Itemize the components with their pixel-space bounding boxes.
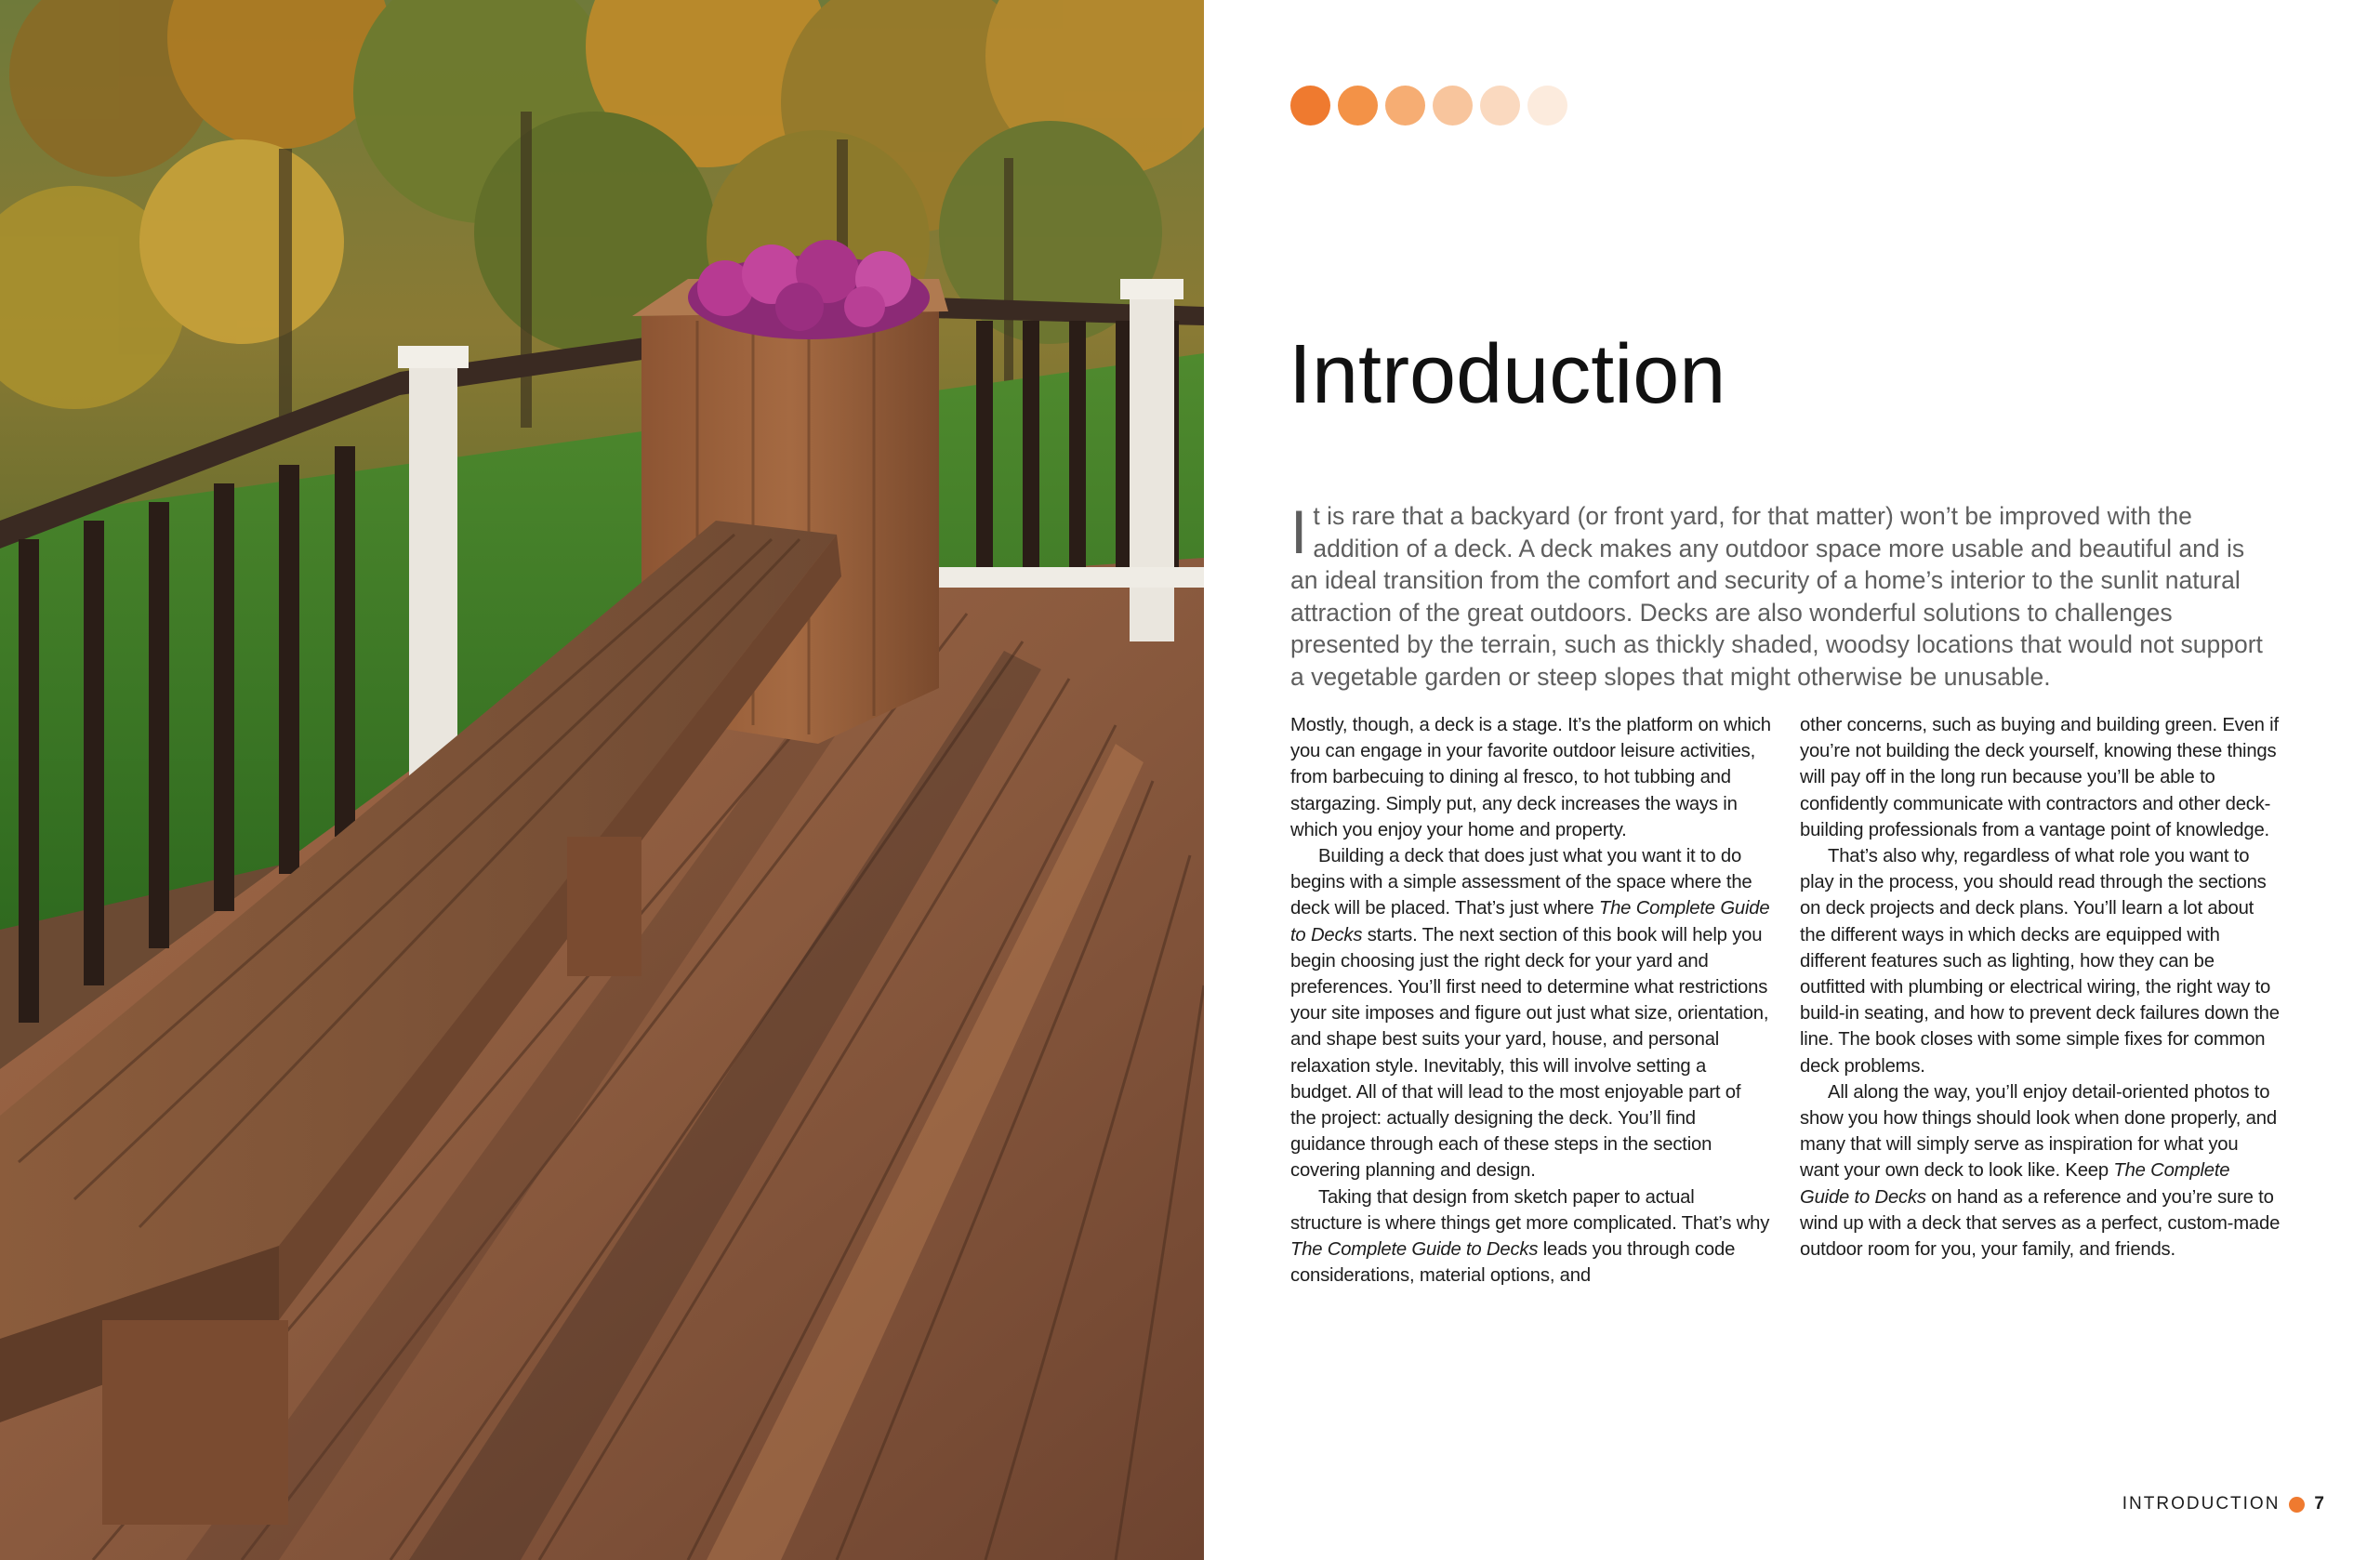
dot-1	[1290, 86, 1330, 126]
body-column-right	[1800, 712, 2281, 1289]
decorative-dots	[1290, 86, 1567, 126]
dot-5	[1480, 86, 1520, 126]
footer-section-label: INTRODUCTION	[2122, 1494, 2281, 1514]
paragraph-3: Taking that design from sketch paper to actual structure is where things get more complicated. That’s why The Complete Guide to Decks leads you through code considerations, material options, and	[1290, 1186, 1770, 1287]
dot-3	[1385, 86, 1425, 126]
body-column-left	[1290, 712, 1771, 1289]
footer-dot-icon	[2289, 1497, 2305, 1513]
body-columns	[1290, 712, 2281, 1289]
drop-cap: I	[1290, 497, 1308, 566]
paragraph-3-continued: other concerns, such as buying and building green. Even if you’re not building the deck yourself, knowing these things will pay off in the long run because you’ll be able to confidently communicate with contractors and other deck-building professionals from a vantage point of knowledge.	[1800, 715, 2279, 840]
dot-4	[1433, 86, 1473, 126]
intro-paragraph	[1290, 497, 2276, 694]
dot-6	[1527, 86, 1567, 126]
paragraph-2: Building a deck that does just what you want it to do begins with a simple assessment of the space where the deck will be placed. That’s just where The Complete Guide to Decks starts. The next section of this book will help you begin choosing just the right deck for your yard and preferences. You’ll first need to determine what restrictions your site imposes and figure out just what size, orientation, and shape best suits your yard, house, and personal relaxation style. Inevitably, this will involve setting a budget. All of that will lead to the most enjoyable part of the project: actually designing the deck. You’ll find guidance through each of these steps in the section covering planning and design.	[1290, 846, 1770, 1182]
paragraph-5: All along the way, you’ll enjoy detail-oriented photos to show you how things should look when done properly, and many that will simply serve as inspiration for what you want your own deck to look like. Keep The Complete Guide to Decks on hand as a reference and you’re sure to wind up with a deck that serves as a perfect, custom-made outdoor room for you, your family, and friends.	[1800, 1081, 2281, 1261]
page-footer	[2122, 1494, 2324, 1514]
page-title: Introduction	[1289, 328, 1726, 421]
intro-text: t is rare that a backyard (or front yard, for that matter) won’t be improved with the addition of a deck. A deck makes any outdoor space more usable and beautiful and is an ideal transition from the comfort and security of a home’s interior to the sunlit natural attraction of the great outdoors. Decks are also wonderful solutions to challenges presented by the terrain, such as thickly shaded, woodsy locations that would not support a vegetable garden or steep slopes that might otherwise be unusable.	[1290, 502, 2263, 691]
paragraph-1: Mostly, though, a deck is a stage. It’s the platform on which you can engage in your favorite outdoor leisure activities, from barbecuing to dining al fresco, to hot tubbing and stargazing. Simply put, any deck increases the ways in which you enjoy your home and property.	[1290, 715, 1771, 840]
dot-2	[1338, 86, 1378, 126]
text-page	[1204, 0, 2380, 1560]
paragraph-4: That’s also why, regardless of what role you want to play in the process, you should read through the sections on deck projects and deck plans. You’ll learn a lot about the different ways in which decks are equipped with different features such as lighting, how they can be outfitted with plumbing or electrical wiring, the right way to build-in seating, and how to prevent deck failures down the line. The book closes with some simple fixes for common deck problems.	[1800, 846, 2280, 1077]
page-number: 7	[2314, 1494, 2324, 1514]
